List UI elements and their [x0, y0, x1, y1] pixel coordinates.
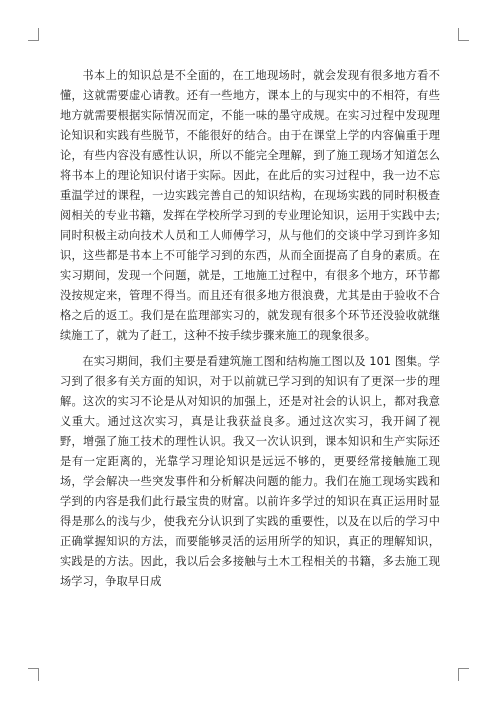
- document-body: [60, 66, 440, 592]
- paragraph-2: 在实习期间，我们主要是看建筑施工图和结构施工图以及 101 图集。学习到了很多有关方面的知识，对于以前就已学习到的知识有了更深一步的理解。这次的实习不论是从对知识的加强上，还是对社会的认识上，都对我意义重大。通过这次实习，真是让我获益良多。通过这次实习，我开阔了视野，增强了施工技术的理性认识。我又一次认识到，课本知识和生产实际还是有一定距离的，光靠学习理论知识是远远不够的，更要经常接触施工现场，学会解决一些突发事件和分析解决问题的能力。我们在施工现场实践和学到的内容是我们此行最宝贵的财富。以前许多学过的知识在真正运用时显得是那么的浅与少，使我充分认识到了实践的重要性，以及在以后的学习中正确掌握知识的方法，而要能够灵活的运用所学的知识，真正的理解知识，实践是的方法。因此，我以后会多接触与土木工程相关的书籍，多去施工现场学习，争取早日成: [60, 355, 440, 588]
- crop-mark-bottom-left: [28, 668, 39, 681]
- crop-mark-top-left: [28, 28, 39, 41]
- crop-mark-top-right: [458, 28, 469, 41]
- paragraph-1: 书本上的知识总是不全面的，在工地现场时，就会发现有很多地方看不懂，这就需要虚心请教。还有一些地方，课本上的与现实中的不相符，有些地方就需要根据实际情况而定，不能一味的墨守成规。在实习过程中发现理论知识和实践有些脱节，不能很好的结合。由于在课堂上学的内容偏重于理论，有些内容没有感性认识，所以不能完全理解，到了施工现场才知道怎么将书本上的理论知识付诸于实际。因此，在此后的实习过程中，我一边不忘重温学过的课程，一边实践完善自己的知识结构，在现场实践的同时积极查阅相关的专业书籍，发挥在学校所学习到的专业理论知识，运用于实践中去;同时积极主动向技术人员和工人师傅学习，从与他们的交谈中学习到许多知识，这些都是书本上不可能学习到的东西，从而全面提高了自身的素质。在实习期间，发现一个问题，就是，工地施工过程中，有很多个地方，环节都没按规定来，管理不得当。而且还有很多地方很浪费，尤其是由于验收不合格之后的返工。我们是在监理部实习的，就发现有很多个环节还没验收就继续施工了，就为了赶工，这种不按手续步骤来施工的现象很多。: [60, 69, 440, 342]
- crop-mark-bottom-right: [458, 668, 469, 681]
